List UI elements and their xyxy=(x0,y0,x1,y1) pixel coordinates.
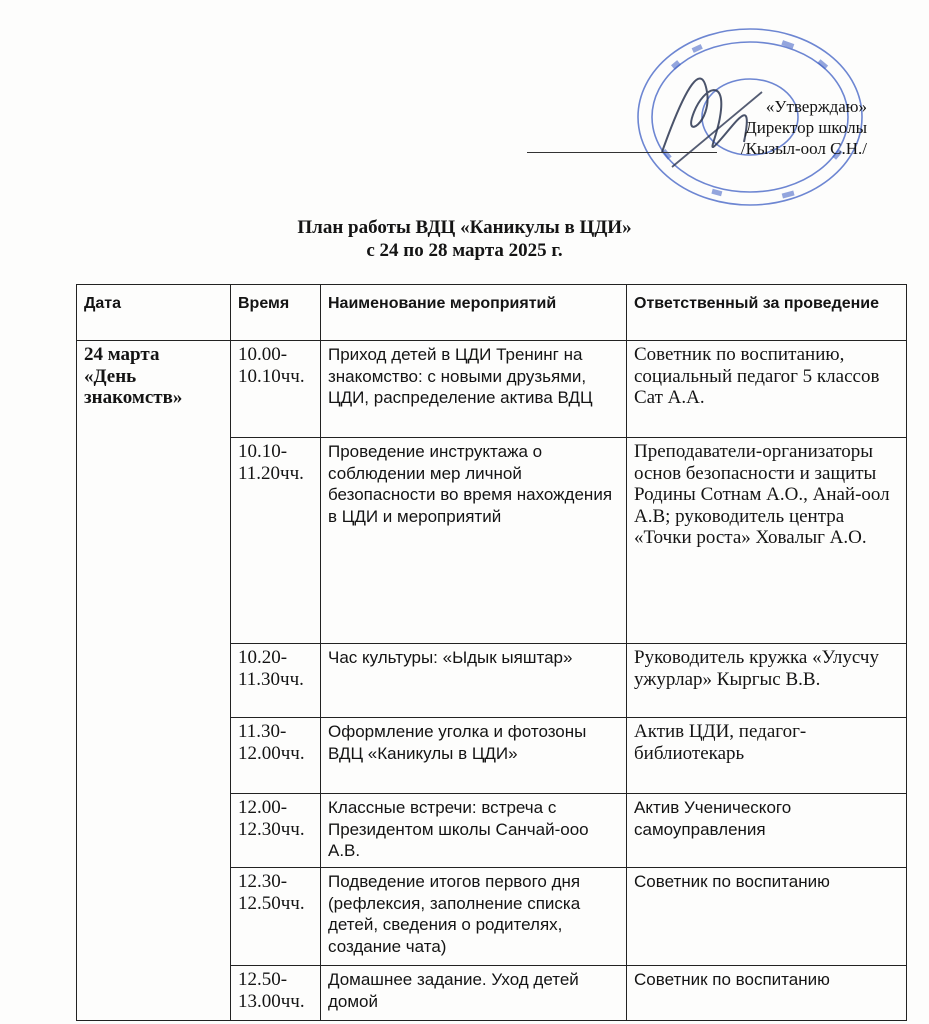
approval-line-2: Директор школы xyxy=(745,118,867,137)
time-cell: 10.00-10.10чч. xyxy=(231,341,321,438)
approval-block xyxy=(741,96,867,159)
page-title xyxy=(0,216,929,262)
header-date: Дата xyxy=(77,285,231,341)
event-cell: Домашнее задание. Уход детей домой xyxy=(321,966,627,1021)
signature-line xyxy=(527,152,717,153)
day-cell xyxy=(77,341,231,1021)
header-time: Время xyxy=(231,285,321,341)
approval-line-1: «Утверждаю» xyxy=(765,97,867,116)
responsible-cell: Актив Ученического самоуправления xyxy=(627,794,907,868)
time-cell: 12.30-12.50чч. xyxy=(231,868,321,966)
header-responsible: Ответственный за проведение xyxy=(627,285,907,341)
event-cell: Оформление уголка и фотозоны ВДЦ «Каникулы в ЦДИ» xyxy=(321,718,627,794)
responsible-cell: Советник по воспитанию xyxy=(627,868,907,966)
event-cell: Час культуры: «Ыдык ыяштар» xyxy=(321,644,627,718)
responsible-cell: Советник по воспитанию, социальный педагог 5 классов Сат А.А. xyxy=(627,341,907,438)
time-cell: 10.10-11.20чч. xyxy=(231,438,321,644)
event-cell: Подведение итогов первого дня (рефлексия, заполнение списка детей, сведения о родителях, создание чата) xyxy=(321,868,627,966)
time-cell: 12.50-13.00чч. xyxy=(231,966,321,1021)
day-date: 24 марта xyxy=(84,344,160,365)
event-cell: Проведение инструктажа о соблюдении мер личной безопасности во время нахождения в ЦДИ и мероприятий xyxy=(321,438,627,644)
responsible-cell: Преподаватели-организаторы основ безопасности и защиты Родины Сотнам А.О., Анай-оол А.В; руководитель центра «Точки роста» Ховалыг А.О. xyxy=(627,438,907,644)
schedule-table xyxy=(76,284,907,1021)
approval-line-3: /Кызыл-оол С.Н./ xyxy=(740,139,867,158)
event-cell: Приход детей в ЦДИ Тренинг на знакомство: с новыми друзьями, ЦДИ, распределение актива ВДЦ xyxy=(321,341,627,438)
time-cell: 11.30-12.00чч. xyxy=(231,718,321,794)
title-line-1: План работы ВДЦ «Каникулы в ЦДИ» xyxy=(297,217,632,238)
event-cell: Классные встречи: встреча с Президентом школы Санчай-ооо А.В. xyxy=(321,794,627,868)
header-event: Наименование мероприятий xyxy=(321,285,627,341)
time-cell: 10.20-11.30чч. xyxy=(231,644,321,718)
responsible-cell: Советник по воспитанию xyxy=(627,966,907,1021)
time-cell: 12.00-12.30чч. xyxy=(231,794,321,868)
responsible-cell: Руководитель кружка «Улусчу ужурлар» Кыргыс В.В. xyxy=(627,644,907,718)
table-row xyxy=(77,341,907,438)
day-name: «День знакомств» xyxy=(84,365,183,408)
title-line-2: с 24 по 28 марта 2025 г. xyxy=(366,240,563,261)
table-header-row xyxy=(77,285,907,341)
responsible-cell: Актив ЦДИ, педагог-библиотекарь xyxy=(627,718,907,794)
